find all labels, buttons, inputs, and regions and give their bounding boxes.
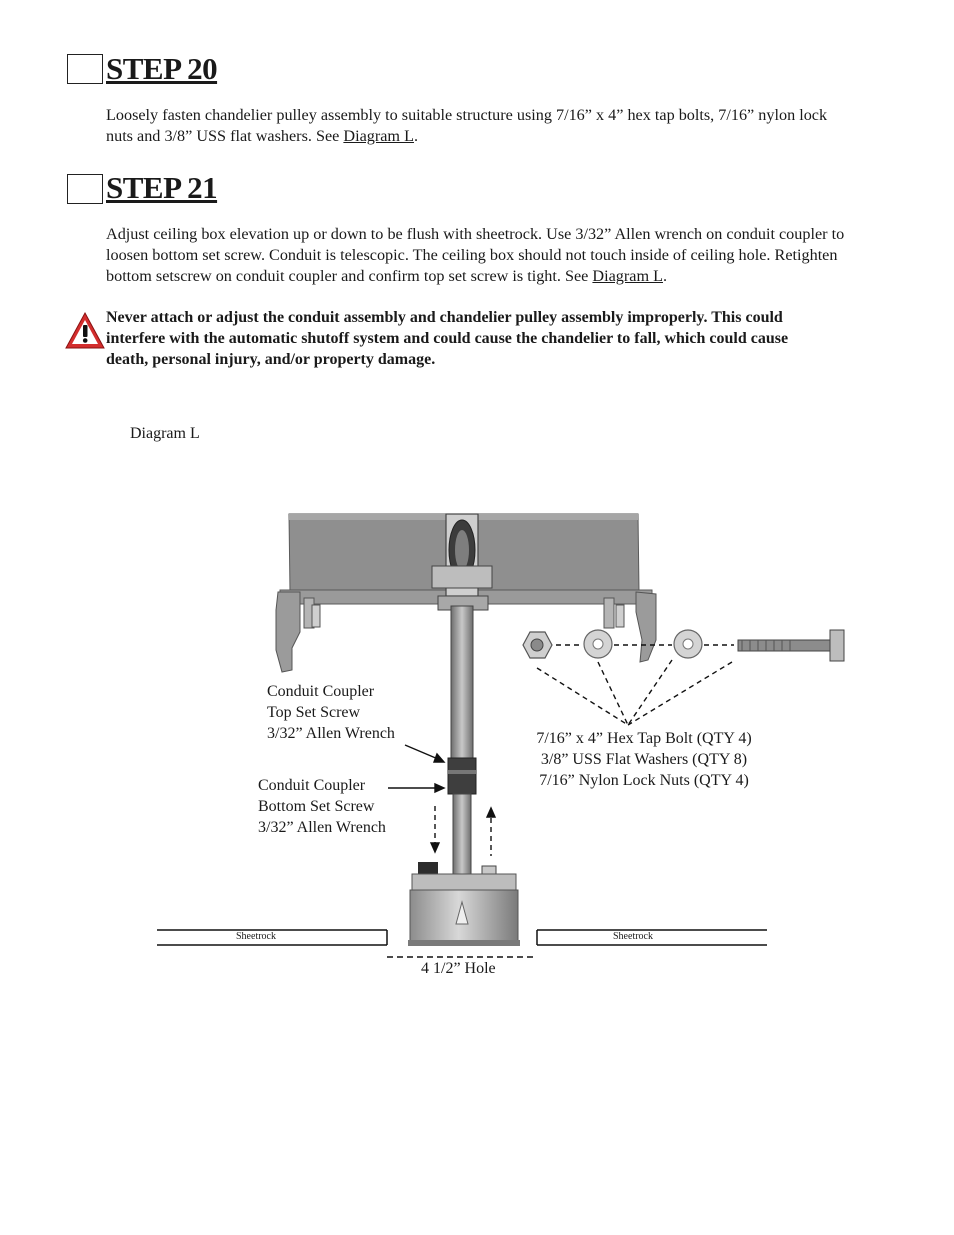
conduit xyxy=(448,606,476,874)
diagram-l-link[interactable]: Diagram L xyxy=(343,127,414,145)
ceiling-box xyxy=(408,862,520,946)
hex-bolt-icon xyxy=(738,630,844,661)
lock-nut-icon xyxy=(523,632,552,658)
sheetrock-right-label: Sheetrock xyxy=(613,931,653,942)
warning-text: Never attach or adjust the conduit assembly and chandelier pulley assembly improperly. This could interfere with the automatic shutoff system and could cause the chandelier to fall, which could cause death, personal injury, and/or property damage. xyxy=(106,309,789,368)
step-21-text: Adjust ceiling box elevation up or down to be flush with sheetrock. Use 3/32” Allen wrench on conduit coupler to loosen bottom set screw. Conduit is telescopic. The ceiling box should not touch inside of ceiling hole. Retighten bottom setscrew on conduit coupler and confirm top set screw is tight. See Diagram L. xyxy=(106,225,845,285)
step-20-text: Loosely fasten chandelier pulley assembly to suitable structure using 7/16” x 4” hex tap bolts, 7/16” nylon lock nuts and 3/8” USS flat washers. See Diagram L. xyxy=(106,106,828,145)
hardware-list-label: 7/16” x 4” Hex Tap Bolt (QTY 4) 3/8” USS Flat Washers (QTY 8) 7/16” Nylon Lock Nuts (QTY 4) xyxy=(536,730,752,789)
set-screw-arrows xyxy=(388,745,495,856)
top-set-screw-label: Conduit Coupler Top Set Screw 3/32” Allen Wrench xyxy=(267,683,395,742)
flat-washer-icon xyxy=(584,630,612,658)
hardware-connector-lines xyxy=(537,645,734,725)
hole-size-label: 4 1/2” Hole xyxy=(421,960,496,977)
bottom-set-screw-label: Conduit Coupler Bottom Set Screw 3/32” Allen Wrench xyxy=(258,777,386,836)
step-20-title: STEP 20 xyxy=(106,51,218,86)
diagram-caption: Diagram L xyxy=(130,425,200,442)
flat-washer-icon xyxy=(674,630,702,658)
step-21-title: STEP 21 xyxy=(106,170,218,205)
sheetrock-left-label: Sheetrock xyxy=(236,931,276,942)
diagram-l-link[interactable]: Diagram L xyxy=(592,267,663,285)
